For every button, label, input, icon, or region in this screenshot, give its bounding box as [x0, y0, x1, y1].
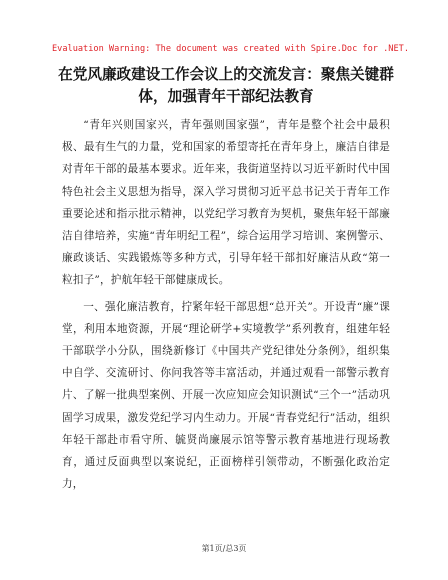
evaluation-warning: Evaluation Warning: The document was created with Spire.Doc for .NET. [52, 44, 409, 54]
paragraph-intro: “青年兴则国家兴，青年强则国家强”，青年是整个社会中最积极、最有生气的力量，党和国家的希望寄托在青年身上，廉洁自律是对青年干部的最基本要求。近年来，我街道坚持以习近平新时代中国特色社会主义思想为指导，深入学习贯彻习近平总书记关于青年工作重要论述和指示批示精神，以党纪学习教育为契机，聚焦年轻干部廉洁自律培养，实施“青年明纪工程”，综合运用学习培训、案例警示、廉政谈话、实践锻炼等多种方式，引导年轻干部扣好廉洁从政“第一粒扣子”，护航年轻干部健康成长。 [62, 119, 390, 287]
document-title: 在党风廉政建设工作会议上的交流发言：聚焦关键群体，加强青年干部纪法教育 [58, 66, 394, 105]
page-number: 第1页/总3页 [201, 544, 247, 553]
paragraph-section-one: 一、强化廉洁教育，拧紧年轻干部思想“总开关”。开设青“廉”课堂，利用本地资源，开展“理论研学+实境教学”系列教育，组建年轻干部联学小分队，围绕新修订《中国共产党纪律处分条例》，组织集中自学、交流研讨、你问我答等丰富活动，并通过观看一部警示教育片、了解一批典型案例、开展一次应知应会知识测试“三个一”活动巩固学习成果，激发党纪学习内生动力。开展“青春党纪行”活动，组织年轻干部赴市看守所、毓贤尚廉展示馆等警示教育基地进行现场教育，通过反面典型以案说纪，正面榜样引领带动，不断强化政治定力， [62, 300, 390, 491]
document-body [62, 114, 390, 495]
